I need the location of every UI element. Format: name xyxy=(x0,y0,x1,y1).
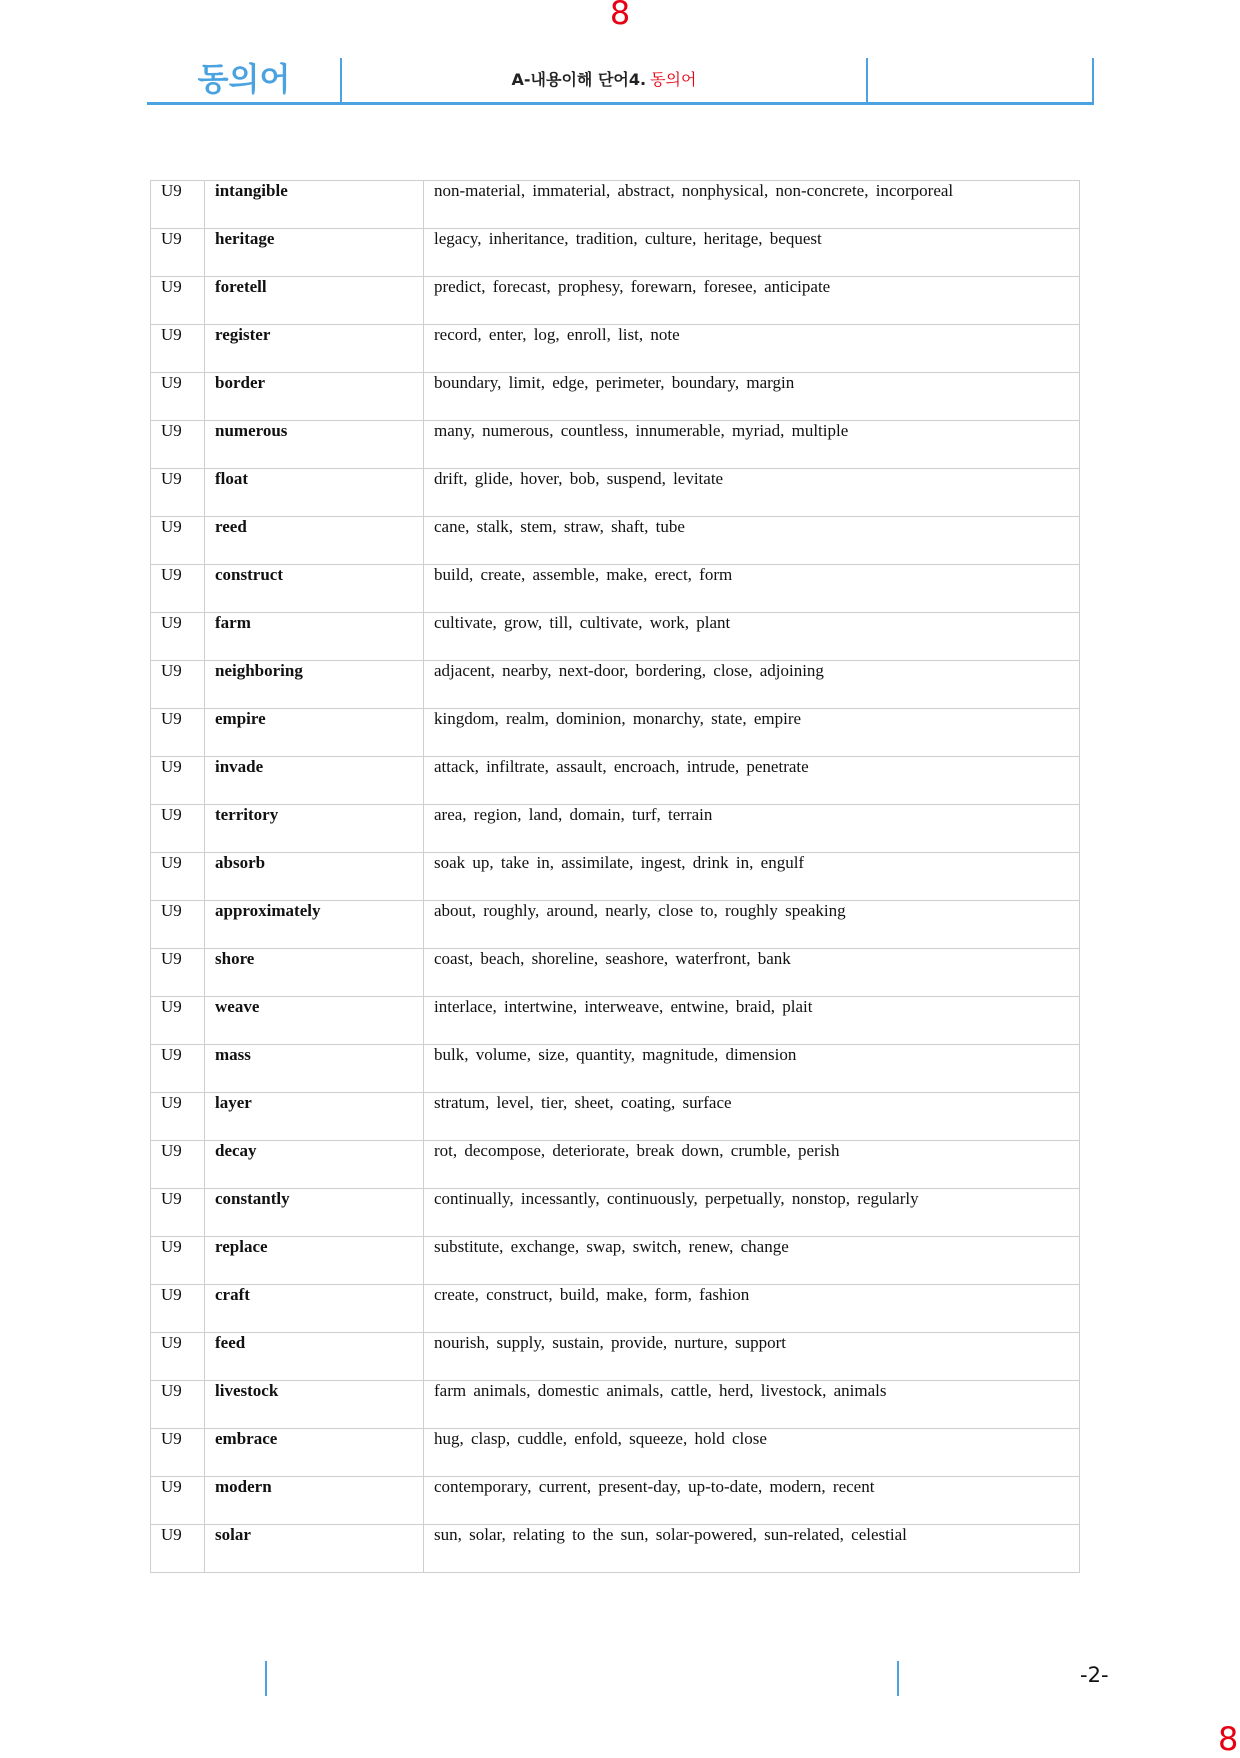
word-cell-text: neighboring xyxy=(215,661,303,680)
synonyms-cell xyxy=(424,373,1080,421)
synonyms-cell-text: many, numerous, countless, innumerable, myriad, multiple xyxy=(434,421,849,440)
synonyms-cell-text: drift, glide, hover, bob, suspend, levitate xyxy=(434,469,724,488)
unit-cell xyxy=(151,1285,205,1333)
word-cell xyxy=(205,661,424,709)
unit-cell xyxy=(151,709,205,757)
unit-cell xyxy=(151,901,205,949)
table-row xyxy=(151,181,1080,229)
synonyms-cell xyxy=(424,229,1080,277)
synonyms-cell xyxy=(424,1045,1080,1093)
unit-cell xyxy=(151,181,205,229)
unit-cell xyxy=(151,1045,205,1093)
synonyms-cell-text: stratum, level, tier, sheet, coating, surface xyxy=(434,1093,732,1112)
unit-cell xyxy=(151,1525,205,1573)
word-cell xyxy=(205,853,424,901)
page-header xyxy=(147,58,1094,105)
synonyms-cell-text: kingdom, realm, dominion, monarchy, state, empire xyxy=(434,709,802,728)
word-cell xyxy=(205,1381,424,1429)
table-row xyxy=(151,373,1080,421)
page-number: -2- xyxy=(1080,1663,1109,1687)
word-cell-text: numerous xyxy=(215,421,288,440)
synonyms-cell-text: boundary, limit, edge, perimeter, boundary, margin xyxy=(434,373,795,392)
synonyms-cell xyxy=(424,613,1080,661)
unit-cell xyxy=(151,1093,205,1141)
table-row xyxy=(151,1045,1080,1093)
footer-divider-left xyxy=(265,1661,267,1696)
word-cell-text: absorb xyxy=(215,853,266,872)
word-cell-text: feed xyxy=(215,1333,246,1352)
table-row xyxy=(151,517,1080,565)
word-cell-text: weave xyxy=(215,997,260,1016)
synonyms-cell xyxy=(424,517,1080,565)
synonyms-cell xyxy=(424,805,1080,853)
word-cell-text: reed xyxy=(215,517,247,536)
header-subtitle-text: A-내용이해 단어4. xyxy=(511,70,647,89)
word-cell-text: register xyxy=(215,325,271,344)
unit-cell-text: U9 xyxy=(161,1381,182,1400)
table-row xyxy=(151,1381,1080,1429)
unit-cell xyxy=(151,469,205,517)
word-cell-text: layer xyxy=(215,1093,252,1112)
synonym-table xyxy=(150,180,1080,1573)
synonyms-cell xyxy=(424,661,1080,709)
unit-cell-text: U9 xyxy=(161,661,182,680)
word-cell xyxy=(205,709,424,757)
unit-cell-text: U9 xyxy=(161,373,182,392)
word-cell-text: invade xyxy=(215,757,264,776)
word-cell xyxy=(205,1093,424,1141)
synonyms-cell-text: hug, clasp, cuddle, enfold, squeeze, hold close xyxy=(434,1429,767,1448)
word-cell-text: empire xyxy=(215,709,266,728)
unit-cell-text: U9 xyxy=(161,1237,182,1256)
word-cell xyxy=(205,805,424,853)
word-cell xyxy=(205,1285,424,1333)
unit-cell-text: U9 xyxy=(161,277,182,296)
unit-cell-text: U9 xyxy=(161,901,182,920)
synonyms-cell xyxy=(424,1477,1080,1525)
table-row xyxy=(151,469,1080,517)
word-cell-text: decay xyxy=(215,1141,257,1160)
table-row xyxy=(151,1429,1080,1477)
unit-cell-text: U9 xyxy=(161,1333,182,1352)
unit-cell xyxy=(151,1141,205,1189)
unit-cell-text: U9 xyxy=(161,1477,182,1496)
synonyms-cell xyxy=(424,949,1080,997)
table-row xyxy=(151,1333,1080,1381)
unit-cell-text: U9 xyxy=(161,469,182,488)
table-row xyxy=(151,1525,1080,1573)
unit-cell-text: U9 xyxy=(161,1093,182,1112)
synonyms-cell xyxy=(424,469,1080,517)
unit-cell xyxy=(151,805,205,853)
unit-cell xyxy=(151,997,205,1045)
table-row xyxy=(151,229,1080,277)
word-cell xyxy=(205,1333,424,1381)
synonyms-cell-text: rot, decompose, deteriorate, break down, crumble, perish xyxy=(434,1141,840,1160)
synonyms-cell xyxy=(424,1237,1080,1285)
word-cell-text: replace xyxy=(215,1237,268,1256)
word-cell-text: border xyxy=(215,373,266,392)
table-row xyxy=(151,325,1080,373)
synonyms-cell-text: bulk, volume, size, quantity, magnitude, dimension xyxy=(434,1045,797,1064)
header-subtitle-accent: 동의어 xyxy=(650,70,697,89)
table-row xyxy=(151,1141,1080,1189)
table-row xyxy=(151,709,1080,757)
synonyms-cell xyxy=(424,853,1080,901)
unit-cell-text: U9 xyxy=(161,1285,182,1304)
synonyms-cell-text: attack, infiltrate, assault, encroach, intrude, penetrate xyxy=(434,757,809,776)
synonyms-cell-text: predict, forecast, prophesy, forewarn, foresee, anticipate xyxy=(434,277,831,296)
unit-cell-text: U9 xyxy=(161,181,182,200)
header-divider-end xyxy=(1092,58,1094,102)
synonyms-cell-text: interlace, intertwine, interweave, entwine, braid, plait xyxy=(434,997,813,1016)
word-cell-text: float xyxy=(215,469,249,488)
word-cell xyxy=(205,181,424,229)
synonyms-cell xyxy=(424,997,1080,1045)
table-row xyxy=(151,805,1080,853)
table-row xyxy=(151,421,1080,469)
unit-cell xyxy=(151,517,205,565)
word-cell-text: modern xyxy=(215,1477,272,1496)
table-row xyxy=(151,853,1080,901)
word-cell-text: livestock xyxy=(215,1381,279,1400)
synonyms-cell xyxy=(424,277,1080,325)
top-page-mark: 8 xyxy=(609,0,631,32)
synonyms-cell-text: contemporary, current, present-day, up-to-date, modern, recent xyxy=(434,1477,875,1496)
synonyms-cell xyxy=(424,1141,1080,1189)
word-cell xyxy=(205,1525,424,1573)
table-row xyxy=(151,1093,1080,1141)
word-cell xyxy=(205,997,424,1045)
word-cell xyxy=(205,373,424,421)
word-cell-text: approximately xyxy=(215,901,321,920)
unit-cell xyxy=(151,325,205,373)
header-divider-left xyxy=(340,58,342,102)
synonyms-cell xyxy=(424,1333,1080,1381)
synonyms-cell xyxy=(424,1429,1080,1477)
word-cell-text: mass xyxy=(215,1045,251,1064)
synonyms-cell-text: build, create, assemble, make, erect, form xyxy=(434,565,733,584)
synonyms-cell xyxy=(424,1189,1080,1237)
header-subtitle xyxy=(343,58,865,102)
word-cell xyxy=(205,613,424,661)
unit-cell xyxy=(151,373,205,421)
unit-cell xyxy=(151,277,205,325)
unit-cell xyxy=(151,1189,205,1237)
table-row xyxy=(151,1477,1080,1525)
word-cell-text: foretell xyxy=(215,277,267,296)
synonyms-cell xyxy=(424,1381,1080,1429)
footer-divider-right xyxy=(897,1661,899,1696)
synonyms-cell-text: cultivate, grow, till, cultivate, work, plant xyxy=(434,613,731,632)
word-cell-text: solar xyxy=(215,1525,251,1544)
synonyms-cell-text: farm animals, domestic animals, cattle, herd, livestock, animals xyxy=(434,1381,887,1400)
table-row xyxy=(151,1237,1080,1285)
word-cell xyxy=(205,469,424,517)
unit-cell-text: U9 xyxy=(161,565,182,584)
word-cell xyxy=(205,1189,424,1237)
word-cell xyxy=(205,229,424,277)
unit-cell-text: U9 xyxy=(161,229,182,248)
unit-cell xyxy=(151,661,205,709)
synonyms-cell-text: sun, solar, relating to the sun, solar-powered, sun-related, celestial xyxy=(434,1525,907,1544)
table-row xyxy=(151,757,1080,805)
unit-cell-text: U9 xyxy=(161,709,182,728)
unit-cell xyxy=(151,229,205,277)
table-row xyxy=(151,1189,1080,1237)
word-cell xyxy=(205,757,424,805)
synonyms-cell-text: nourish, supply, sustain, provide, nurture, support xyxy=(434,1333,786,1352)
synonyms-cell xyxy=(424,757,1080,805)
word-cell xyxy=(205,277,424,325)
unit-cell-text: U9 xyxy=(161,853,182,872)
unit-cell-text: U9 xyxy=(161,613,182,632)
unit-cell-text: U9 xyxy=(161,1189,182,1208)
unit-cell-text: U9 xyxy=(161,421,182,440)
word-cell xyxy=(205,565,424,613)
table-row xyxy=(151,1285,1080,1333)
unit-cell xyxy=(151,1333,205,1381)
word-cell-text: farm xyxy=(215,613,251,632)
synonyms-cell-text: continually, incessantly, continuously, perpetually, nonstop, regularly xyxy=(434,1189,919,1208)
synonyms-cell-text: create, construct, build, make, form, fashion xyxy=(434,1285,750,1304)
synonym-table-body xyxy=(151,181,1080,1573)
unit-cell xyxy=(151,613,205,661)
table-row xyxy=(151,997,1080,1045)
unit-cell-text: U9 xyxy=(161,997,182,1016)
unit-cell xyxy=(151,1429,205,1477)
unit-cell xyxy=(151,1237,205,1285)
word-cell-text: heritage xyxy=(215,229,275,248)
unit-cell xyxy=(151,949,205,997)
unit-cell xyxy=(151,853,205,901)
table-row xyxy=(151,949,1080,997)
table-row xyxy=(151,901,1080,949)
synonyms-cell-text: record, enter, log, enroll, list, note xyxy=(434,325,680,344)
synonyms-cell xyxy=(424,421,1080,469)
table-row xyxy=(151,565,1080,613)
synonyms-cell-text: adjacent, nearby, next-door, bordering, close, adjoining xyxy=(434,661,824,680)
word-cell xyxy=(205,1141,424,1189)
word-cell xyxy=(205,1045,424,1093)
header-divider-right xyxy=(866,58,868,102)
word-cell xyxy=(205,949,424,997)
word-cell-text: embrace xyxy=(215,1429,278,1448)
unit-cell-text: U9 xyxy=(161,805,182,824)
synonyms-cell xyxy=(424,709,1080,757)
word-cell-text: territory xyxy=(215,805,279,824)
synonyms-cell-text: about, roughly, around, nearly, close to, roughly speaking xyxy=(434,901,846,920)
unit-cell-text: U9 xyxy=(161,1141,182,1160)
synonyms-cell-text: cane, stalk, stem, straw, shaft, tube xyxy=(434,517,685,536)
unit-cell-text: U9 xyxy=(161,1045,182,1064)
synonyms-cell-text: non-material, immaterial, abstract, nonphysical, non-concrete, incorporeal xyxy=(434,181,954,200)
unit-cell-text: U9 xyxy=(161,325,182,344)
word-cell-text: construct xyxy=(215,565,283,584)
word-cell-text: intangible xyxy=(215,181,288,200)
header-title: 동의어 xyxy=(197,60,291,98)
word-cell xyxy=(205,421,424,469)
unit-cell-text: U9 xyxy=(161,1429,182,1448)
synonyms-cell xyxy=(424,1525,1080,1573)
unit-cell xyxy=(151,1381,205,1429)
unit-cell xyxy=(151,757,205,805)
bottom-page-mark: 8 xyxy=(1218,1720,1239,1758)
synonyms-cell xyxy=(424,901,1080,949)
table-row xyxy=(151,613,1080,661)
table-row xyxy=(151,661,1080,709)
synonyms-cell xyxy=(424,325,1080,373)
synonyms-cell-text: legacy, inheritance, tradition, culture, heritage, bequest xyxy=(434,229,822,248)
unit-cell-text: U9 xyxy=(161,1525,182,1544)
synonyms-cell-text: soak up, take in, assimilate, ingest, drink in, engulf xyxy=(434,853,805,872)
unit-cell-text: U9 xyxy=(161,517,182,536)
synonyms-cell xyxy=(424,181,1080,229)
word-cell xyxy=(205,1429,424,1477)
synonyms-cell xyxy=(424,1285,1080,1333)
unit-cell xyxy=(151,1477,205,1525)
word-cell xyxy=(205,901,424,949)
synonyms-cell-text: substitute, exchange, swap, switch, renew, change xyxy=(434,1237,789,1256)
synonyms-cell xyxy=(424,1093,1080,1141)
unit-cell-text: U9 xyxy=(161,949,182,968)
word-cell-text: craft xyxy=(215,1285,250,1304)
synonyms-cell-text: area, region, land, domain, turf, terrain xyxy=(434,805,713,824)
unit-cell xyxy=(151,565,205,613)
word-cell-text: constantly xyxy=(215,1189,290,1208)
synonyms-cell xyxy=(424,565,1080,613)
unit-cell xyxy=(151,421,205,469)
unit-cell-text: U9 xyxy=(161,757,182,776)
word-cell-text: shore xyxy=(215,949,255,968)
synonyms-cell-text: coast, beach, shoreline, seashore, waterfront, bank xyxy=(434,949,791,968)
word-cell xyxy=(205,1477,424,1525)
table-row xyxy=(151,277,1080,325)
word-cell xyxy=(205,1237,424,1285)
word-cell xyxy=(205,517,424,565)
word-cell xyxy=(205,325,424,373)
